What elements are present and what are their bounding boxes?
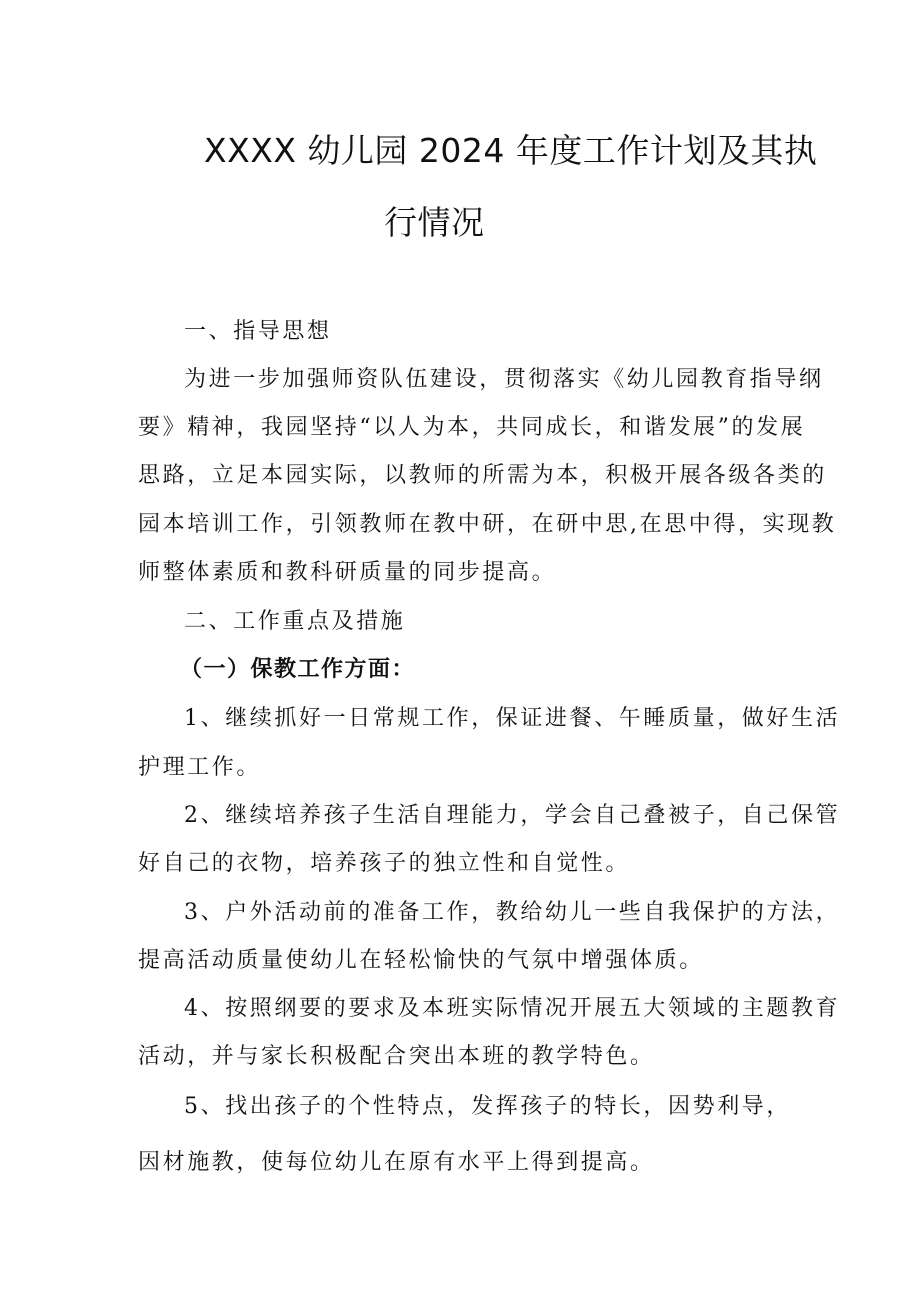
paragraph-line: 思路，立足本园实际，以教师的所需为本，积极开展各级各类的 [138,463,827,488]
document-title-line-1: XXXX 幼儿园 2024 年度工作计划及其执 [204,131,818,170]
paragraph-line: 1、继续抓好一日常规工作，保证进餐、午睡质量，做好生活 [184,706,841,731]
paragraph-line: 要》精神，我园坚持“以人为本，共同成长，和谐发展”的发展 [138,415,806,440]
paragraph-line: 护理工作。 [138,755,262,780]
paragraph-line: 活动，并与家长积极配合突出本班的教学特色。 [138,1044,655,1069]
paragraph-line: 好自己的衣物，培养孩子的独立性和自觉性。 [138,851,631,876]
section-heading-guiding-ideology: 一、指导思想 [184,319,332,344]
paragraph-line: 为进一步加强师资队伍建设，贯彻落实《幼儿园教育指导纲 [184,367,824,392]
paragraph-line: 2、继续培养孩子生活自理能力，学会自己叠被子，自己保管 [184,803,841,828]
paragraph-line: 师整体素质和教科研质量的同步提高。 [138,560,557,585]
paragraph-line: 3、户外活动前的准备工作，教给幼儿一些自我保护的方法， [184,900,841,925]
paragraph-line: 因材施教，使每位幼儿在原有水平上得到提高。 [138,1150,655,1175]
document-title-line-2: 行情况 [384,203,485,242]
paragraph-line: 提高活动质量使幼儿在轻松愉快的气氛中增强体质。 [138,948,704,973]
paragraph-line: 4、按照纲要的要求及本班实际情况开展五大领域的主题教育 [184,996,841,1021]
subsection-heading-care-education: （一）保教工作方面： [180,657,416,682]
paragraph-line: 园本培训工作，引领教师在教中研，在研中思,在思中得，实现教 [138,512,837,537]
paragraph-line: 5、找出孩子的个性特点，发挥孩子的特长，因势利导， [184,1094,791,1119]
section-heading-work-focus: 二、工作重点及措施 [184,609,406,634]
